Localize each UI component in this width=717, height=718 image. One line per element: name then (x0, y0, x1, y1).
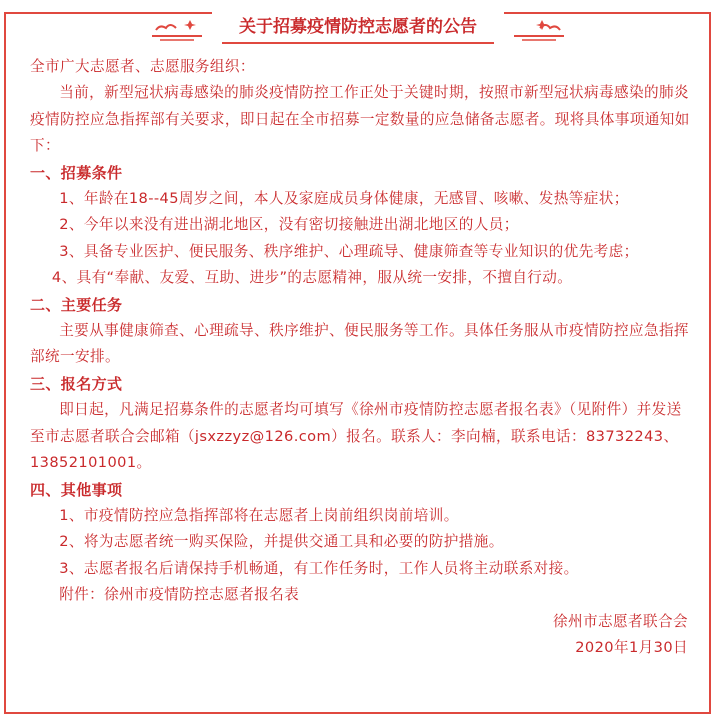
notice-body (30, 54, 690, 661)
section-heading-other: 四、其他事项 (30, 480, 123, 499)
requirement-item: 3、具备专业医护、便民服务、秩序维护、心理疏导、健康筛查等专业知识的优先考虑； (59, 242, 639, 260)
page-title: 关于招募疫情防控志愿者的公告 (239, 17, 477, 37)
requirement-item: 2、今年以来没有进出湖北地区，没有密切接触进出湖北地区的人员； (59, 216, 519, 234)
cloud-decoration-right-icon (512, 16, 566, 42)
requirement-item: 1、年龄在18--45周岁之间，本人及家庭成员身体健康，无感冒、咳嗽、发热等症状； (59, 190, 629, 208)
intro-paragraph: 当前，新型冠状病毒感染的肺炎疫情防控工作正处于关键时期，按照市新型冠状病毒感染的肺炎疫情防控应急指挥部有关要求，即日起在全市招募一定数量的应急储备志愿者。现将具体事项通知如下： (30, 84, 690, 155)
date: 2020年1月30日 (575, 638, 688, 656)
other-item: 2、将为志愿者统一购买保险，并提供交通工具和必要的防护措施。 (59, 533, 504, 551)
other-item: 3、志愿者报名后请保持手机畅通，有工作任务时，工作人员将主动联系对接。 (59, 559, 579, 577)
signature: 徐州市志愿者联合会 (553, 612, 688, 630)
requirement-item: 4、具有“奉献、友爱、互助、进步”的志愿精神，服从统一安排，不擅自行动。 (51, 269, 573, 287)
title-box (212, 12, 504, 46)
other-item: 1、市疫情防控应急指挥部将在志愿者上岗前组织岗前培训。 (59, 506, 459, 524)
section-heading-registration: 三、报名方式 (30, 374, 123, 393)
registration-paragraph: 即日起，凡满足招募条件的志愿者均可填写《徐州市疫情防控志愿者报名表》（见附件）并发送至市志愿者联合会邮箱（jsxzzyz@126.com）报名。联系人：李向楠，联系电话：83732243、13852101001。 (30, 401, 682, 472)
section-heading-tasks: 二、主要任务 (30, 295, 123, 314)
task-paragraph: 主要从事健康筛查、心理疏导、秩序维护、便民服务等工作。具体任务服从市疫情防控应急指挥部统一安排。 (30, 322, 689, 366)
title-underline (222, 42, 494, 44)
section-heading-requirements: 一、招募条件 (30, 163, 123, 182)
salutation: 全市广大志愿者、志愿服务组织： (30, 58, 255, 75)
attachment-line: 附件：徐州市疫情防控志愿者报名表 (59, 586, 300, 604)
cloud-decoration-left-icon (150, 16, 204, 42)
